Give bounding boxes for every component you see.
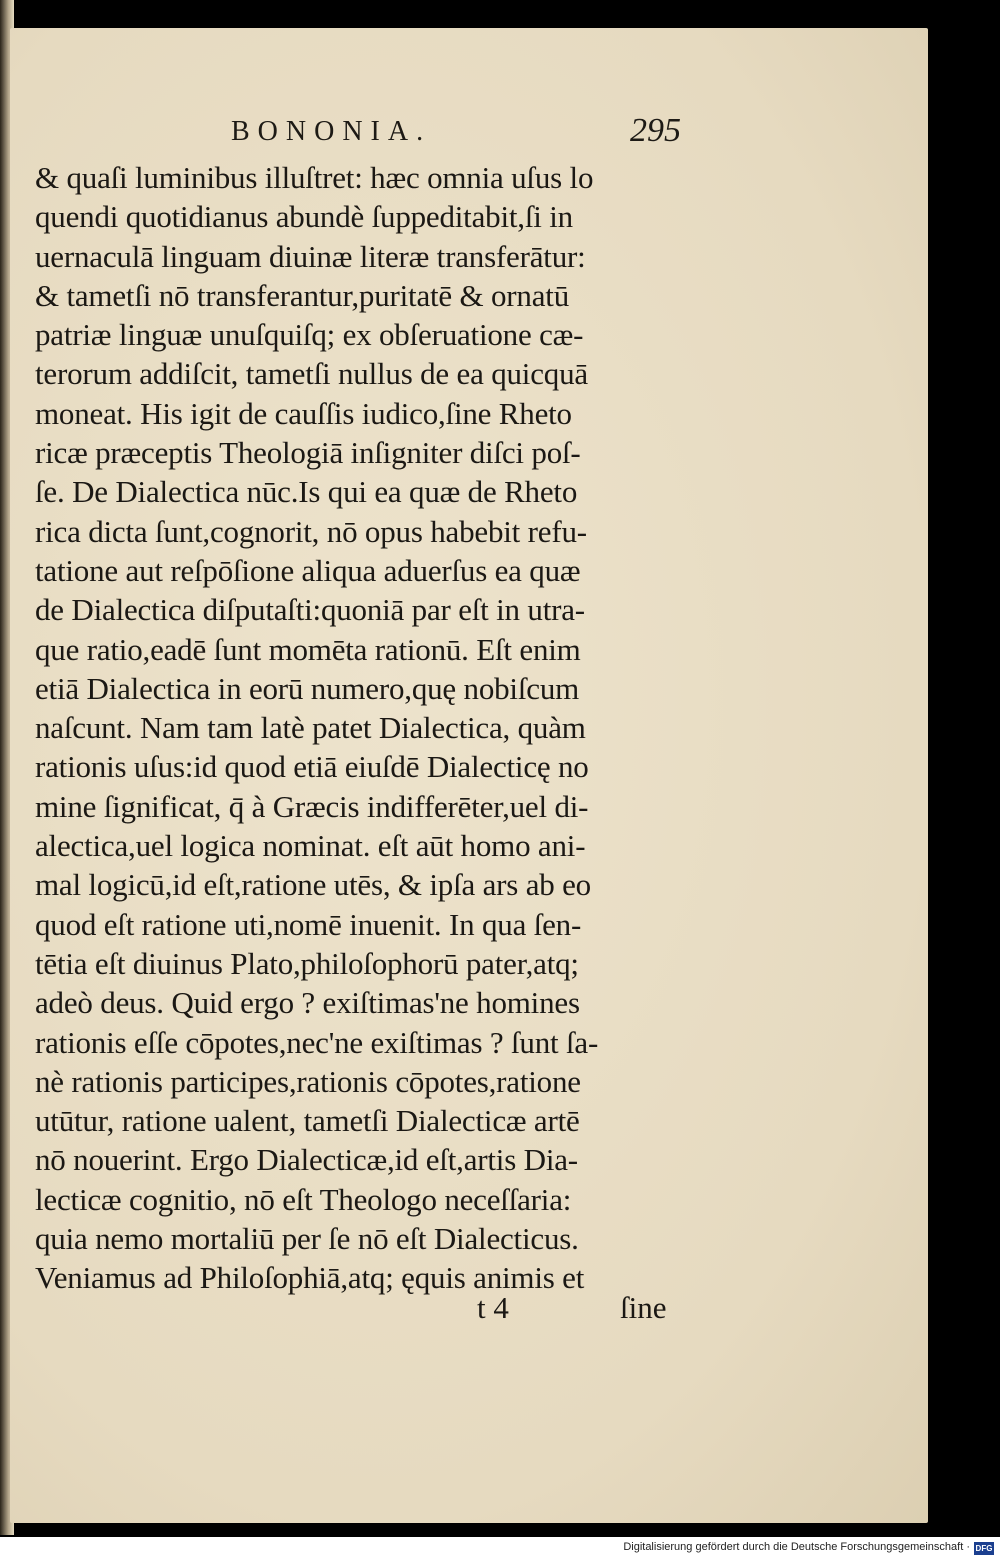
text-line: tatione aut reſpōſione aliqua aduerſus ea quæ bbox=[35, 552, 581, 588]
text-line: que ratio,eadē ſunt momēta rationū. Eſt enim bbox=[35, 631, 581, 667]
text-line: & tametſi nō transferantur,puritatē & ornatū bbox=[35, 277, 570, 313]
text-line: nō nouerint. Ergo Dialecticæ,id eſt,artis Dia- bbox=[35, 1142, 578, 1178]
running-title: BONONIA. bbox=[231, 116, 432, 147]
text-line: rationis uſus:id quod etiā eiuſdē Dialecticę no bbox=[35, 749, 589, 785]
digitization-credit-bar bbox=[0, 1537, 1000, 1560]
page-header bbox=[10, 112, 928, 156]
body-text bbox=[35, 158, 700, 1298]
page-number: 295 bbox=[630, 112, 681, 149]
text-line: de Dialectica diſputaſti:quoniā par eſt in utra- bbox=[35, 592, 585, 628]
text-line: adeò deus. Quid ergo ? exiſtimas'ne homines bbox=[35, 985, 580, 1021]
text-line: quia nemo mortaliū per ſe nō eſt Dialecticus. bbox=[35, 1221, 579, 1257]
page-foot bbox=[10, 1290, 928, 1330]
text-line: quendi quotidianus abundè ſuppeditabit,ſi in bbox=[35, 199, 573, 235]
text-line: & quaſi luminibus illuſtret: hæc omnia uſus lo bbox=[35, 160, 594, 195]
text-line: mine ſignificat, q̄ à Græcis indifferēter,uel di- bbox=[35, 788, 589, 824]
text-line: utūtur, ratione ualent, tametſi Dialecticæ artē bbox=[35, 1103, 580, 1139]
text-line: patriæ linguæ unuſquiſq; ex obſeruatione cæ- bbox=[35, 317, 584, 353]
text-line: lecticæ cognitio, nō eſt Theologo neceſſaria: bbox=[35, 1181, 572, 1217]
text-line: rica dicta ſunt,cognorit, nō opus habebit refu- bbox=[35, 513, 587, 549]
text-line: Veniamus ad Philoſophiā,atq; ęquis animis et bbox=[35, 1260, 585, 1296]
text-line: mal logicū,id eſt,ratione utēs, & ipſa ars ab eo bbox=[35, 867, 591, 903]
text-line: quod eſt ratione uti,nomē inuenit. In qua ſen- bbox=[35, 906, 582, 942]
book-page bbox=[10, 28, 928, 1523]
text-line: uernaculā linguam diuinæ literæ transferātur: bbox=[35, 238, 586, 274]
dfg-logo: DFG bbox=[975, 1544, 993, 1553]
text-line: naſcunt. Nam tam latè patet Dialectica, quàm bbox=[35, 710, 586, 746]
text-line: rationis eſſe cōpotes,nec'ne exiſtimas ? ſunt ſa- bbox=[35, 1024, 599, 1060]
text-line: ſe. De Dialectica nūc.Is qui ea quæ de Rheto bbox=[35, 474, 578, 510]
text-line: etiā Dialectica in eorū numero,quę nobiſcum bbox=[35, 670, 580, 706]
text-line: alectica,uel logica nominat. eſt aūt homo ani- bbox=[35, 828, 586, 864]
text-line: ricæ præceptis Theologiā inſigniter diſci poſ- bbox=[35, 435, 581, 471]
text-line: nè rationis participes,rationis cōpotes,ratione bbox=[35, 1063, 581, 1099]
text-line: terorum addiſcit, tametſi nullus de ea quicquā bbox=[35, 356, 588, 392]
credit-text: Digitalisierung gefördert durch die Deutsche Forschungsgemeinschaft · bbox=[623, 1541, 970, 1553]
signature-mark: t 4 bbox=[477, 1290, 509, 1325]
text-line: moneat. His igit de cauſſis iudico,ſine Rheto bbox=[35, 395, 572, 431]
text-line: tētia eſt diuinus Plato,philoſophorū pater,atq; bbox=[35, 945, 579, 981]
catchword: ſine bbox=[620, 1290, 667, 1325]
